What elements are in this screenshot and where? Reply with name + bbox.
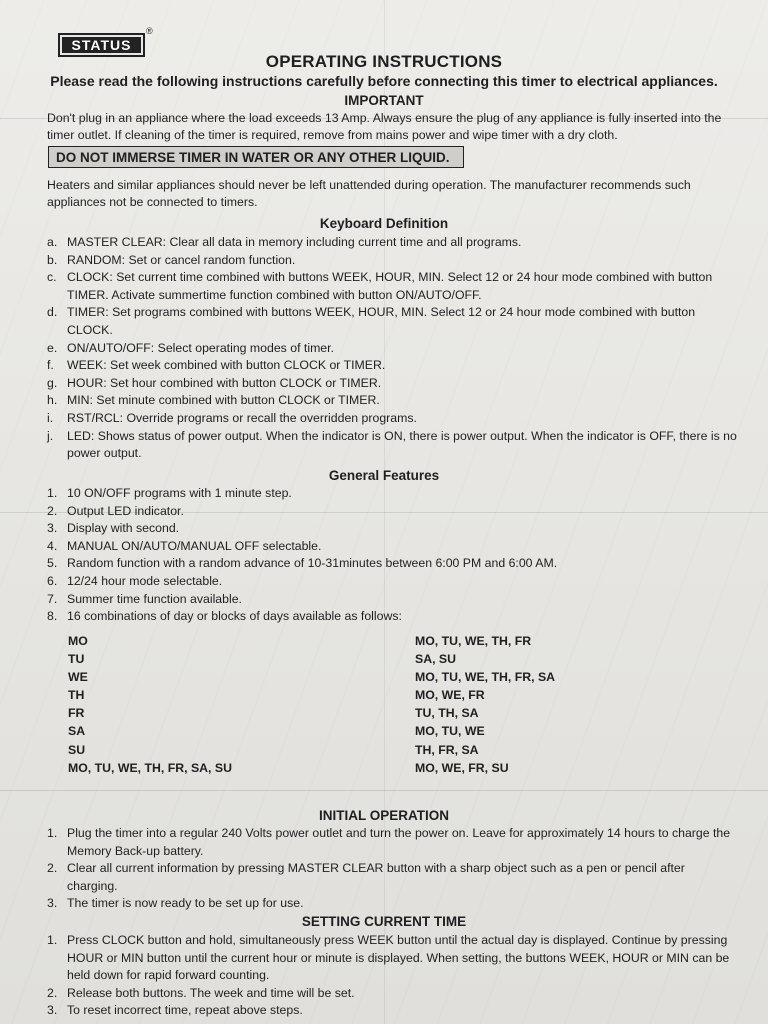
list-marker: 8. [47,609,58,624]
initial-operation-heading: INITIAL OPERATION [318,808,449,823]
list-marker: g. [47,375,58,390]
list-item [47,357,737,375]
list-marker: 5. [47,556,58,571]
list-item-text: 10 ON/OFF programs with 1 minute step. [67,486,292,500]
list-item [47,269,737,304]
list-marker: 3. [47,521,58,536]
day-combination: MO [68,634,88,648]
list-item-text: 12/24 hour mode selectable. [67,573,223,588]
list-item [47,252,737,270]
list-marker: c. [47,270,57,285]
day-combination: SU [68,742,86,757]
day-combination: TU [68,652,85,667]
list-item [47,860,737,895]
list-item-text: Output LED indicator. [67,503,184,518]
list-marker: 2. [47,861,58,876]
day-combination: MO, TU, WE, TH, FR [415,634,532,648]
list-item-text: CLOCK: Set current time combined with buttons WEEK, HOUR, MIN. Select 12 or 24 hour mode combined with button TIMER. Activate summertime function combined with button ON/AUTO/OFF. [67,270,713,302]
registered-mark: ® [146,26,153,36]
list-item [47,234,737,252]
list-item-text: RST/RCL: Override programs or recall the overridden programs. [67,410,417,425]
list-item [47,608,737,626]
day-combinations-left [68,632,398,777]
list-item-text: Summer time function available. [67,591,242,606]
list-item-text: Press CLOCK button and hold, simultaneously press WEEK button until the actual day is displayed. Continue by pressing HOUR or MIN button until the current hour or minute is displayed. When setting, the buttons WEEK, HOUR or MIN can be held down for rapid forward counting. [67,933,730,983]
list-marker: 1. [47,826,58,840]
list-item [47,591,737,609]
day-combination: TH, FR, SA [415,742,479,757]
list-item-text: Display with second. [67,521,180,536]
list-item [47,503,737,521]
important-text: Don't plug in an appliance where the load exceeds 13 Amp. Always ensure the plug of any appliance is fully inserted into the timer outlet. If cleaning of the timer is required, remove from mains power and wipe timer with a dry cloth. [47,111,722,142]
keyboard-heading: Keyboard Definition [319,216,449,231]
day-combination: WE [68,670,88,685]
day-combination: TH [68,688,85,703]
list-marker: d. [47,305,58,320]
list-item-text: ON/AUTO/OFF: Select operating modes of timer. [67,340,334,355]
setting-current-time-list [47,932,737,1020]
keyboard-definition-list [47,234,737,463]
list-item [47,573,737,591]
day-combination: FR [68,706,85,721]
day-combination: MO, TU, WE [415,724,485,739]
list-item-text: HOUR: Set hour combined with button CLOCK or TIMER. [67,375,382,390]
day-combination: TU, TH, SA [415,706,479,721]
list-item-text: WEEK: Set week combined with button CLOCK or TIMER. [67,358,386,373]
list-item-text: RANDOM: Set or cancel random function. [67,252,296,267]
list-marker: i. [47,410,54,425]
list-item [47,932,737,985]
initial-operation-list [47,825,737,913]
list-item-text: 16 combinations of day or blocks of days available as follows: [67,609,402,624]
list-item-text: MASTER CLEAR: Clear all data in memory including current time and all programs. [67,235,522,249]
list-marker: 2. [47,985,58,1000]
list-item [47,410,737,428]
day-combination: MO, TU, WE, TH, FR, SA [415,670,556,685]
list-item-text: Plug the timer into a regular 240 Volts power outlet and turn the power on. Leave for approximately 14 hours to charge the Memory Back-up battery. [67,826,731,858]
list-item [47,428,737,463]
day-combination: SA [68,724,86,739]
list-item-text: LED: Shows status of power output. When the indicator is ON, there is power output. When the indicator is OFF, there is no power output. [67,428,737,461]
list-item [47,392,737,410]
list-item-text: MANUAL ON/AUTO/MANUAL OFF selectable. [67,538,322,553]
list-item [47,375,737,393]
list-item [47,538,737,556]
list-marker: h. [47,393,58,408]
page-subtitle: Please read the following instructions carefully before connecting this timer to electrical appliances. [50,73,718,89]
day-combination: SA, SU [415,652,456,667]
day-combination: MO, WE, FR, SU [415,760,509,775]
list-marker: e. [47,340,58,355]
list-item-text: TIMER: Set programs combined with buttons WEEK, HOUR, MIN. Select 12 or 24 hour mode combined with button CLOCK. [67,305,696,337]
list-marker: 1. [47,933,58,947]
list-marker: 1. [47,486,58,500]
list-item [47,304,737,339]
list-item [47,485,737,503]
list-item [47,895,737,913]
warning-box: DO NOT IMMERSE TIMER IN WATER OR ANY OTHER LIQUID. [48,146,464,168]
list-marker: a. [47,235,58,249]
day-combinations-right [415,632,735,777]
list-marker: 3. [47,1003,58,1018]
list-item [47,555,737,573]
list-item-text: The timer is now ready to be set up for use. [67,896,304,911]
list-item-text: Clear all current information by pressing MASTER CLEAR button with a sharp object such as a pen or pencil after charging. [67,861,685,893]
general-features-list [47,485,737,626]
safety-note: Heaters and similar appliances should never be left unattended during operation. The manufacturer recommends such appliances not be connected to timers. [47,178,691,209]
list-item-text: Random function with a random advance of 10-31minutes between 6:00 PM and 6:00 AM. [67,556,558,571]
setting-current-time-heading: SETTING CURRENT TIME [301,914,467,929]
important-heading: IMPORTANT [344,93,424,108]
list-marker: j. [47,428,54,443]
list-marker: 6. [47,573,58,588]
list-marker: 2. [47,503,58,518]
list-item-text: Release both buttons. The week and time will be set. [67,985,355,1000]
list-item [47,1002,737,1020]
list-item-text: To reset incorrect time, repeat above steps. [67,1003,303,1018]
list-marker: 7. [47,591,58,606]
status-logo: STATUS [58,33,145,57]
list-item-text: MIN: Set minute combined with button CLOCK or TIMER. [67,393,380,408]
day-combination: MO, TU, WE, TH, FR, SA, SU [68,760,232,775]
list-marker: f. [47,358,54,373]
page-title: OPERATING INSTRUCTIONS [265,52,503,71]
list-marker: b. [47,252,58,267]
list-marker: 4. [47,538,58,553]
day-combination: MO, WE, FR [415,688,485,703]
list-item [47,985,737,1003]
list-item [47,520,737,538]
features-heading: General Features [328,468,440,483]
list-item [47,825,737,860]
list-marker: 3. [47,896,58,911]
list-item [47,340,737,358]
